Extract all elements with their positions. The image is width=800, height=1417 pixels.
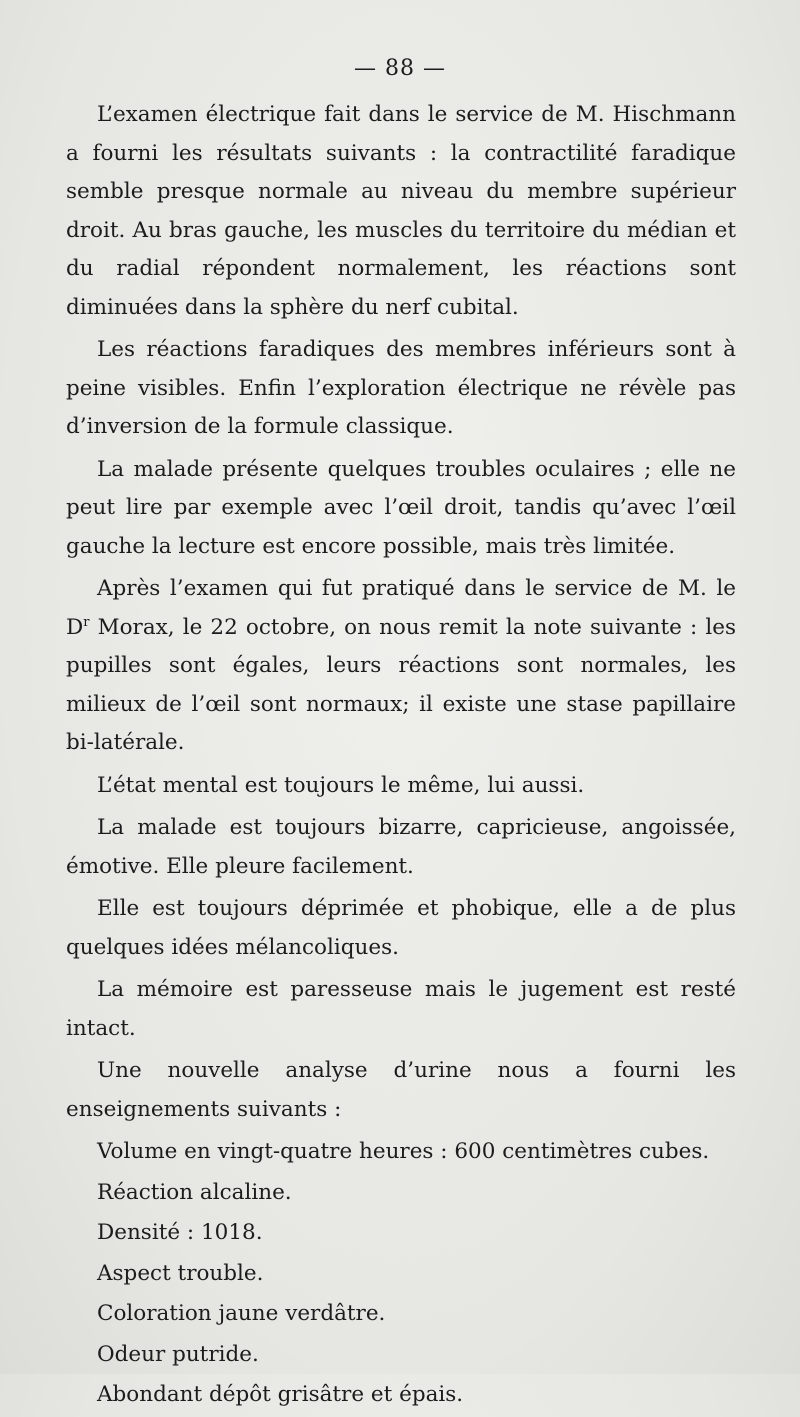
paragraph-depressed: Elle est toujours déprimée et phobique, elle a de plus quelques idées mélancoliques. — [66, 896, 736, 960]
morax-text-after: Morax, le 22 octobre, on nous remit la note suivante : les pupilles sont égales, leurs réactions sont normales, les milieux de l’œil sont normaux; il existe une stase papillaire bi-latérale. — [66, 614, 736, 755]
paragraph-bizarre: La malade est toujours bizarre, capricieuse, angoissée, émotive. Elle pleure facilement. — [66, 815, 736, 879]
paragraph-urine-intro: Une nouvelle analyse d’urine nous a fourni les enseignements suivants : — [66, 1058, 736, 1122]
doctor-abbrev-sup: r — [83, 614, 90, 630]
paragraph-ocular-troubles: La malade présente quelques troubles oculaires ; elle ne peut lire par exemple avec l’œil droit, tandis qu’avec l’œil gauche la lecture est encore possible, mais très limitée. — [66, 456, 736, 559]
paragraph-electrical-exam: L’examen électrique fait dans le service de M. Hischmann a fourni les résultats suivants : la contractilité faradique semble presque normale au niveau du membre supérieur droit. Au bras gauche, les muscles du territoire du médian et du radial répondent normalement, les réactions sont diminuées dans la sphère du nerf cubital. — [66, 102, 736, 320]
list-item: Densité : 1018. — [97, 1220, 263, 1245]
list-item: Volume en vingt-quatre heures : 600 centimètres cubes. — [97, 1139, 710, 1164]
list-item: Aspect trouble. — [97, 1260, 264, 1286]
page-number: — 88 — — [354, 56, 446, 81]
list-item: Abondant dépôt grisâtre et épais. — [97, 1382, 464, 1407]
paragraph-mental-state: L’état mental est toujours le même, lui aussi. — [97, 772, 585, 798]
list-item: Coloration jaune verdâtre. — [97, 1301, 386, 1326]
paragraph-faradic-reactions: Les réactions faradiques des membres inférieurs sont à peine visibles. Enfin l’exploration électrique ne révèle pas d’inversion de la formule classique. — [66, 337, 736, 439]
urine-analysis-list — [66, 1133, 736, 1415]
paragraph-memory: La mémoire est paresseuse mais le jugement est resté intact. — [66, 977, 736, 1041]
body-text — [66, 96, 736, 1417]
list-item: Réaction alcaline. — [97, 1179, 292, 1205]
morax-text-before: Après l’examen qui fut pratiqué dans le service de M. le D — [66, 576, 736, 640]
paragraph-morax-exam — [66, 570, 736, 763]
list-item: Odeur putride. — [97, 1341, 259, 1367]
